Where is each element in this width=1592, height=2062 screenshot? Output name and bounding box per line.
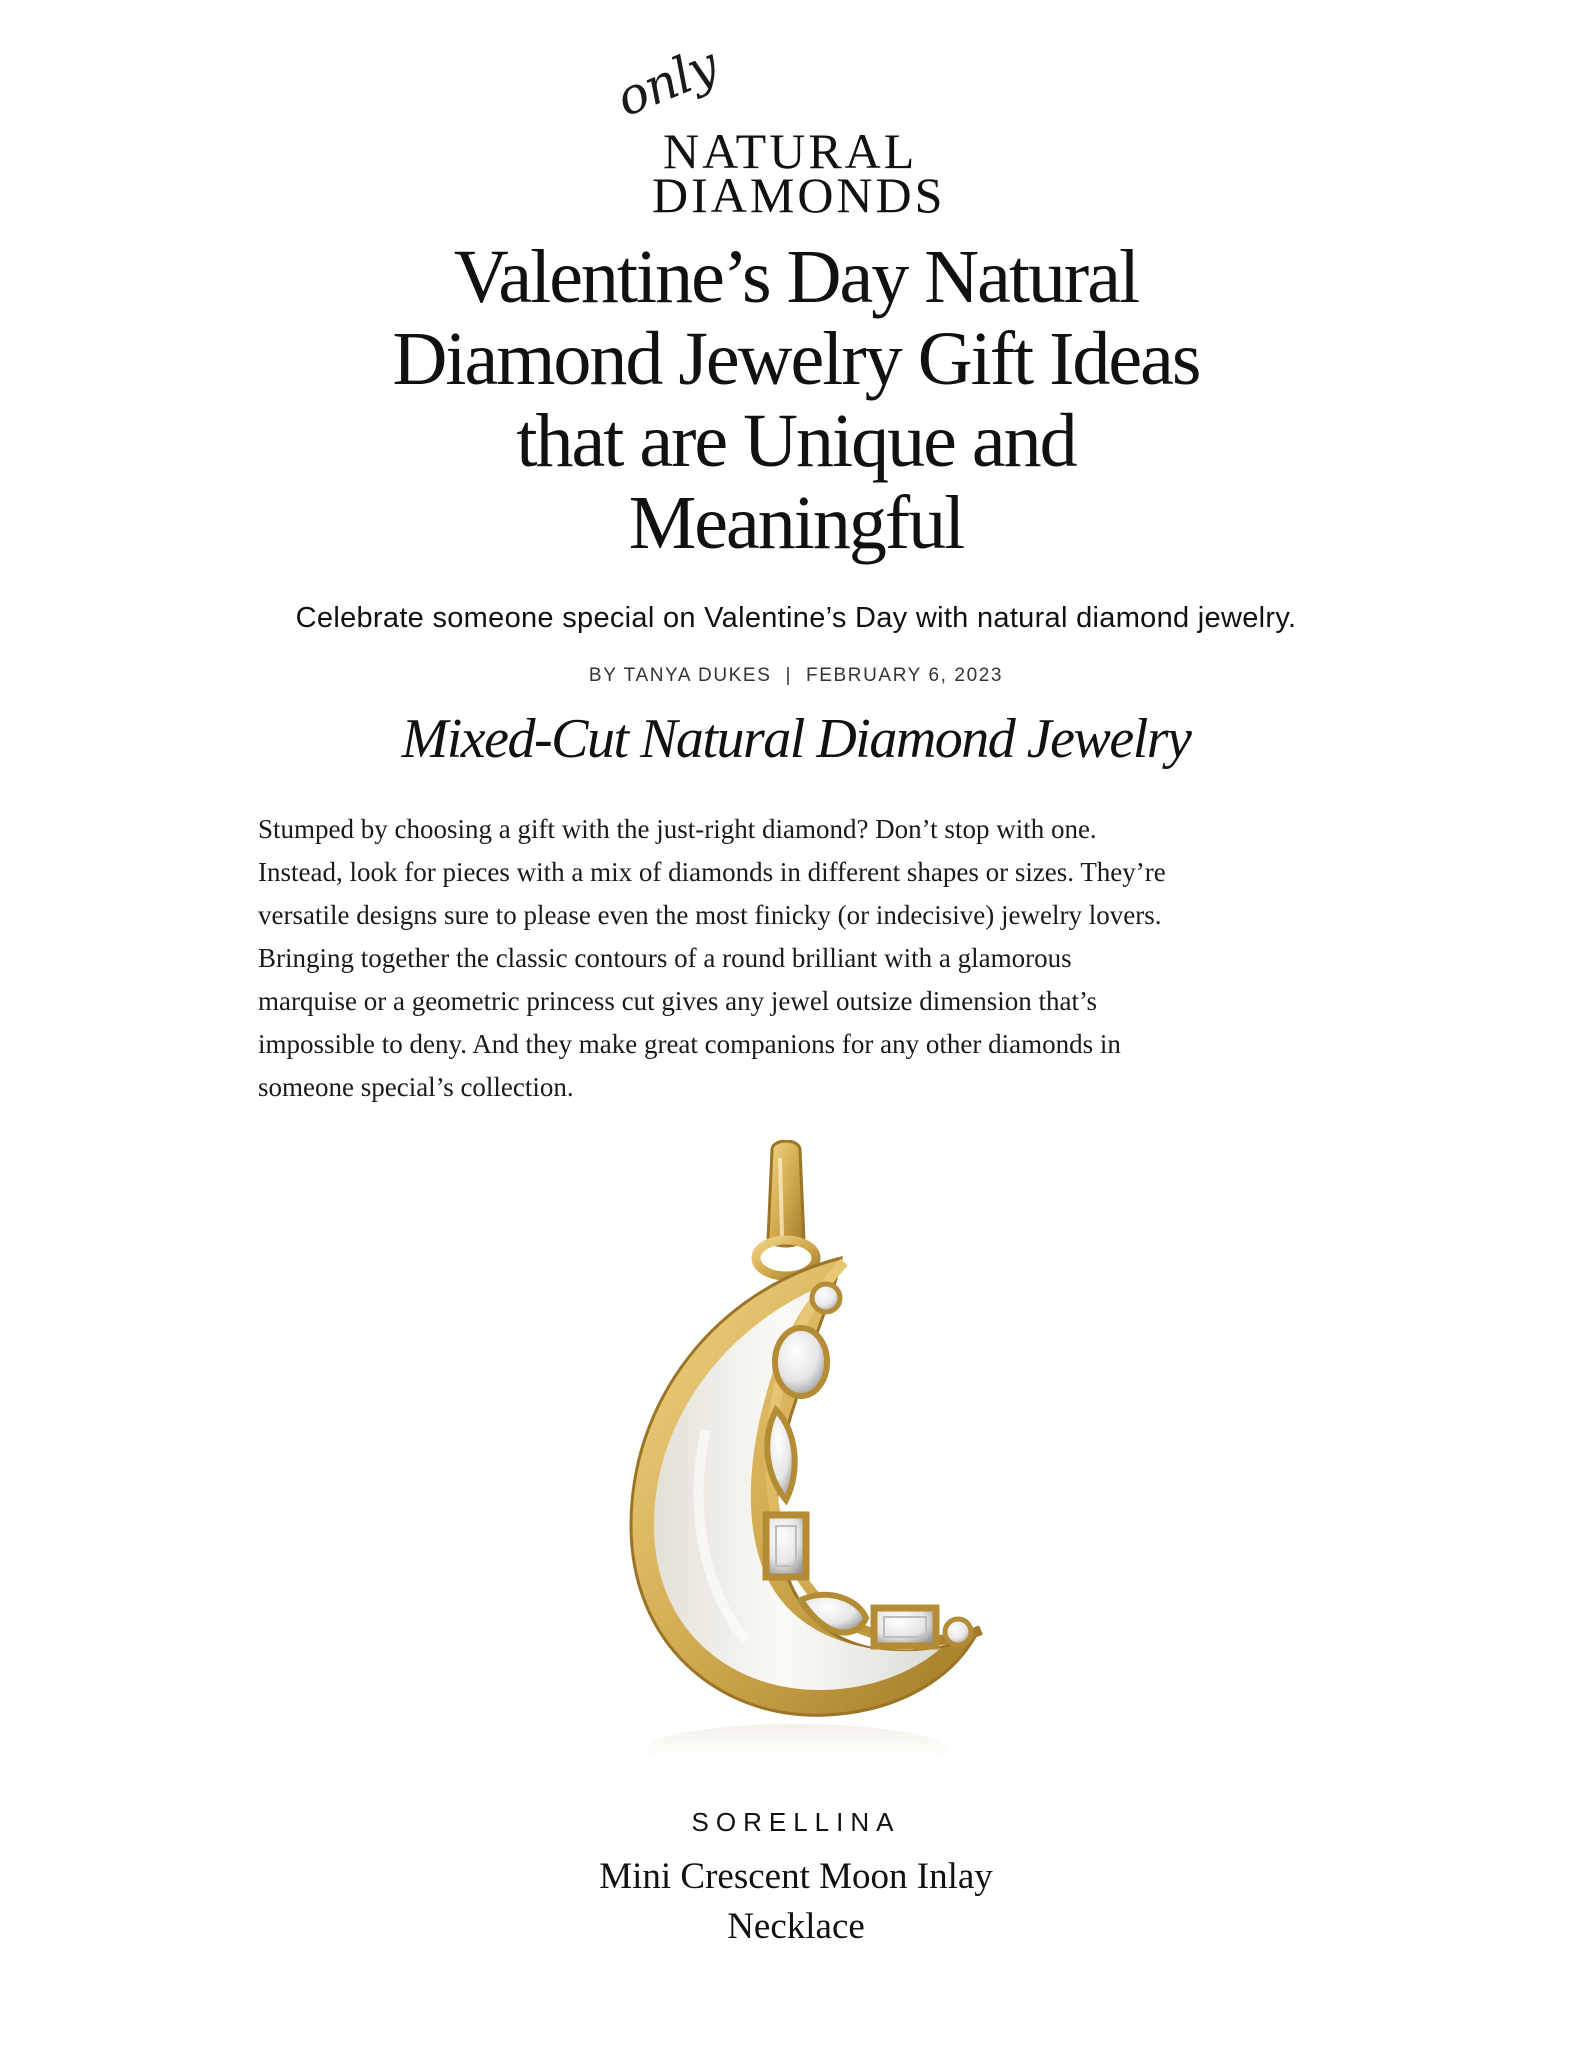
product-name-line: Necklace — [727, 1906, 865, 1947]
paragraph-line: Instead, look for pieces with a mix of diamonds in different shapes or sizes. They’re — [258, 857, 1166, 887]
gem-channel — [770, 1262, 981, 1641]
headline-line: Meaningful — [628, 481, 964, 565]
product-name-line: Mini Crescent Moon Inlay — [599, 1856, 993, 1897]
product-image[interactable] — [596, 1140, 996, 1780]
byline — [296, 664, 1296, 688]
article-paragraph — [258, 808, 1348, 1109]
emerald-cut-diamond — [766, 1515, 806, 1577]
article-subhead: Celebrate someone special on Valentine’s Day with natural diamond jewelry. — [295, 602, 1297, 634]
byline-date: FEBRUARY 6, 2023 — [806, 665, 1004, 686]
product-name[interactable] — [496, 1852, 1096, 1952]
logo-line-natural: NATURAL — [663, 123, 918, 179]
paragraph-line: impossible to deny. And they make great companions for any other diamonds in — [258, 1029, 1121, 1059]
paragraph-line: Stumped by choosing a gift with the just-right diamond? Don’t stop with one. — [258, 814, 1097, 844]
headline-line: Diamond Jewelry Gift Ideas — [392, 317, 1200, 401]
section-title: Mixed-Cut Natural Diamond Jewelry — [401, 708, 1191, 770]
paragraph-line: someone special’s collection. — [258, 1072, 574, 1102]
paragraph-line: marquise or a geometric princess cut gives any jewel outsize dimension that’s — [258, 986, 1098, 1016]
byline-author[interactable]: BY TANYA DUKES — [588, 665, 772, 686]
reflection — [646, 1724, 946, 1776]
round-diamond — [945, 1619, 971, 1645]
byline-separator: | — [785, 665, 793, 686]
logo-line-diamonds: DIAMONDS — [652, 167, 946, 223]
headline-line: that are Unique and — [516, 399, 1076, 483]
logo-script-word: only — [608, 35, 726, 128]
pendant-bail — [768, 1141, 804, 1246]
round-diamond — [812, 1284, 840, 1312]
article-headline — [296, 236, 1296, 564]
headline-line: Valentine’s Day Natural — [453, 235, 1139, 319]
paragraph-line: Bringing together the classic contours of a round brilliant with a glamorous — [258, 943, 1072, 973]
oval-diamond — [775, 1328, 827, 1396]
paragraph-line: versatile designs sure to please even the most finicky (or indecisive) jewelry lovers. — [258, 900, 1162, 930]
crescent-moon-pendant-illustration — [596, 1140, 996, 1780]
site-logo[interactable] — [608, 35, 980, 223]
product-brand[interactable]: SORELLINA — [691, 1807, 901, 1837]
